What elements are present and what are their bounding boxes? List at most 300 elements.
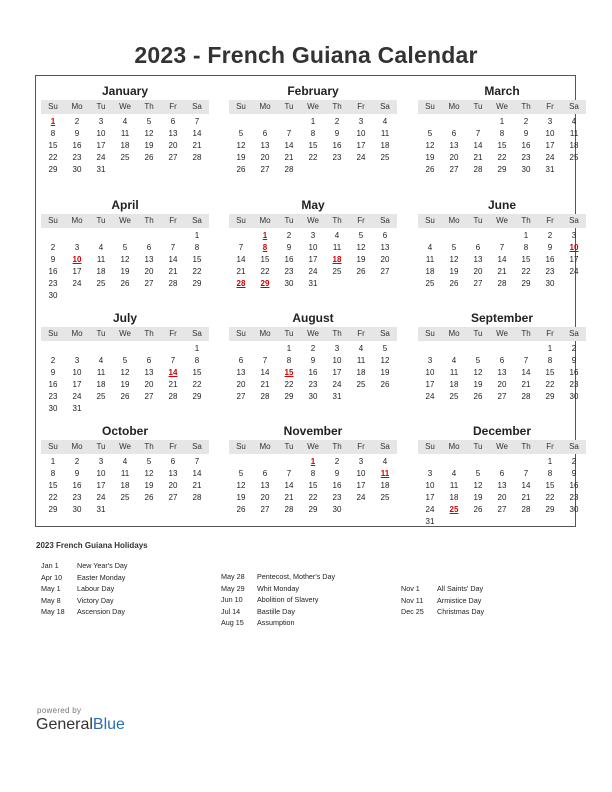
day-cell[interactable]: 22 [48, 153, 58, 162]
day-cell[interactable]: 13 [236, 368, 246, 377]
day-cell[interactable]: 8 [310, 129, 316, 138]
day-cell[interactable]: 12 [356, 243, 366, 252]
day-cell[interactable]: 13 [497, 481, 507, 490]
day-cell[interactable]: 21 [521, 493, 531, 502]
day-cell[interactable]: 13 [473, 255, 483, 264]
day-cell[interactable]: 12 [473, 368, 483, 377]
day-cell[interactable]: 25 [449, 392, 459, 401]
day-cell[interactable]: 11 [96, 368, 106, 377]
day-cell[interactable]: 6 [475, 243, 481, 252]
day-cell[interactable]: 1 [547, 344, 553, 353]
day-cell[interactable]: 29 [308, 505, 318, 514]
day-cell[interactable]: 4 [427, 243, 433, 252]
day-cell[interactable]: 6 [499, 356, 505, 365]
day-cell[interactable]: 2 [571, 457, 577, 466]
day-cell[interactable]: 16 [48, 380, 58, 389]
day-cell[interactable]: 11 [449, 481, 459, 490]
day-cell[interactable]: 18 [449, 380, 459, 389]
day-cell[interactable]: 9 [286, 243, 292, 252]
day-cell[interactable]: 31 [96, 505, 106, 514]
day-cell[interactable]: 23 [308, 380, 318, 389]
day-cell[interactable]: 3 [547, 117, 553, 126]
day-cell[interactable]: 3 [98, 457, 104, 466]
day-cell[interactable]: 5 [146, 457, 152, 466]
day-cell[interactable]: 10 [356, 129, 366, 138]
day-cell[interactable]: 16 [332, 141, 342, 150]
day-cell[interactable]: 19 [120, 267, 130, 276]
day-cell[interactable]: 20 [380, 255, 390, 264]
day-cell[interactable]: 20 [168, 141, 178, 150]
day-cell[interactable]: 21 [473, 153, 483, 162]
day-cell[interactable]: 2 [74, 117, 80, 126]
day-cell[interactable]: 23 [284, 267, 294, 276]
day-cell[interactable]: 8 [547, 469, 553, 478]
day-cell[interactable]: 21 [192, 141, 202, 150]
day-cell[interactable]: 7 [194, 457, 200, 466]
day-cell[interactable]: 17 [425, 493, 435, 502]
day-cell[interactable]: 30 [284, 279, 294, 288]
day-cell[interactable]: 5 [122, 243, 128, 252]
day-cell[interactable]: 13 [497, 368, 507, 377]
day-cell[interactable]: 27 [144, 392, 154, 401]
day-cell[interactable]: 5 [475, 469, 481, 478]
day-cell[interactable]: 14 [473, 141, 483, 150]
day-cell[interactable]: 16 [521, 141, 531, 150]
day-cell[interactable]: 18 [120, 141, 130, 150]
day-cell[interactable]: 29 [497, 165, 507, 174]
day-cell[interactable]: 3 [310, 231, 316, 240]
day-cell[interactable]: 27 [473, 279, 483, 288]
holiday-day-cell[interactable]: 15 [284, 368, 294, 377]
day-cell[interactable]: 4 [451, 356, 457, 365]
day-cell[interactable]: 17 [356, 141, 366, 150]
day-cell[interactable]: 22 [521, 267, 531, 276]
day-cell[interactable]: 18 [449, 493, 459, 502]
day-cell[interactable]: 28 [284, 165, 294, 174]
day-cell[interactable]: 23 [332, 153, 342, 162]
day-cell[interactable]: 11 [356, 356, 366, 365]
day-cell[interactable]: 22 [308, 493, 318, 502]
day-cell[interactable]: 23 [545, 267, 555, 276]
day-cell[interactable]: 1 [194, 231, 200, 240]
day-cell[interactable]: 29 [545, 505, 555, 514]
day-cell[interactable]: 29 [192, 392, 202, 401]
day-cell[interactable]: 30 [569, 392, 579, 401]
day-cell[interactable]: 13 [144, 255, 154, 264]
day-cell[interactable]: 25 [380, 493, 390, 502]
day-cell[interactable]: 28 [473, 165, 483, 174]
day-cell[interactable]: 31 [425, 517, 435, 526]
day-cell[interactable]: 10 [425, 481, 435, 490]
day-cell[interactable]: 5 [122, 356, 128, 365]
day-cell[interactable]: 17 [545, 141, 555, 150]
day-cell[interactable]: 31 [332, 392, 342, 401]
day-cell[interactable]: 22 [545, 380, 555, 389]
day-cell[interactable]: 18 [425, 267, 435, 276]
day-cell[interactable]: 16 [284, 255, 294, 264]
day-cell[interactable]: 5 [146, 117, 152, 126]
day-cell[interactable]: 26 [120, 392, 130, 401]
holiday-day-cell[interactable]: 1 [262, 231, 268, 240]
day-cell[interactable]: 31 [96, 165, 106, 174]
day-cell[interactable]: 2 [74, 457, 80, 466]
holiday-day-cell[interactable]: 28 [236, 279, 246, 288]
day-cell[interactable]: 4 [571, 117, 577, 126]
day-cell[interactable]: 11 [449, 368, 459, 377]
day-cell[interactable]: 16 [72, 481, 82, 490]
day-cell[interactable]: 10 [96, 469, 106, 478]
day-cell[interactable]: 22 [48, 493, 58, 502]
day-cell[interactable]: 6 [451, 129, 457, 138]
day-cell[interactable]: 26 [425, 165, 435, 174]
day-cell[interactable]: 4 [451, 469, 457, 478]
day-cell[interactable]: 28 [521, 392, 531, 401]
day-cell[interactable]: 28 [168, 279, 178, 288]
day-cell[interactable]: 25 [569, 153, 579, 162]
day-cell[interactable]: 20 [473, 267, 483, 276]
day-cell[interactable]: 20 [236, 380, 246, 389]
day-cell[interactable]: 4 [98, 243, 104, 252]
day-cell[interactable]: 8 [547, 356, 553, 365]
day-cell[interactable]: 28 [260, 392, 270, 401]
day-cell[interactable]: 29 [192, 279, 202, 288]
day-cell[interactable]: 19 [144, 141, 154, 150]
day-cell[interactable]: 21 [284, 153, 294, 162]
day-cell[interactable]: 17 [96, 481, 106, 490]
day-cell[interactable]: 11 [380, 129, 390, 138]
day-cell[interactable]: 15 [48, 141, 58, 150]
day-cell[interactable]: 14 [260, 368, 270, 377]
day-cell[interactable]: 8 [50, 129, 56, 138]
day-cell[interactable]: 29 [48, 165, 58, 174]
day-cell[interactable]: 15 [260, 255, 270, 264]
day-cell[interactable]: 21 [521, 380, 531, 389]
day-cell[interactable]: 25 [120, 493, 130, 502]
day-cell[interactable]: 26 [236, 165, 246, 174]
day-cell[interactable]: 2 [571, 344, 577, 353]
day-cell[interactable]: 6 [170, 117, 176, 126]
day-cell[interactable]: 31 [72, 404, 82, 413]
day-cell[interactable]: 10 [72, 368, 82, 377]
day-cell[interactable]: 24 [72, 392, 82, 401]
day-cell[interactable]: 12 [144, 469, 154, 478]
day-cell[interactable]: 10 [332, 356, 342, 365]
day-cell[interactable]: 7 [170, 356, 176, 365]
day-cell[interactable]: 5 [238, 129, 244, 138]
day-cell[interactable]: 10 [356, 469, 366, 478]
day-cell[interactable]: 9 [334, 129, 340, 138]
day-cell[interactable]: 20 [260, 153, 270, 162]
day-cell[interactable]: 18 [569, 141, 579, 150]
day-cell[interactable]: 10 [96, 129, 106, 138]
day-cell[interactable]: 9 [74, 129, 80, 138]
day-cell[interactable]: 22 [497, 153, 507, 162]
day-cell[interactable]: 16 [545, 255, 555, 264]
day-cell[interactable]: 18 [356, 368, 366, 377]
day-cell[interactable]: 23 [521, 153, 531, 162]
day-cell[interactable]: 20 [497, 493, 507, 502]
day-cell[interactable]: 22 [284, 380, 294, 389]
day-cell[interactable]: 27 [449, 165, 459, 174]
day-cell[interactable]: 26 [236, 505, 246, 514]
holiday-day-cell[interactable]: 25 [449, 505, 459, 514]
day-cell[interactable]: 2 [310, 344, 316, 353]
day-cell[interactable]: 9 [571, 469, 577, 478]
day-cell[interactable]: 24 [569, 267, 579, 276]
day-cell[interactable]: 22 [308, 153, 318, 162]
day-cell[interactable]: 27 [260, 505, 270, 514]
day-cell[interactable]: 17 [425, 380, 435, 389]
day-cell[interactable]: 4 [334, 231, 340, 240]
day-cell[interactable]: 30 [332, 505, 342, 514]
day-cell[interactable]: 7 [170, 243, 176, 252]
day-cell[interactable]: 5 [475, 356, 481, 365]
day-cell[interactable]: 3 [571, 231, 577, 240]
day-cell[interactable]: 24 [356, 153, 366, 162]
day-cell[interactable]: 1 [194, 344, 200, 353]
day-cell[interactable]: 25 [332, 267, 342, 276]
day-cell[interactable]: 6 [238, 356, 244, 365]
day-cell[interactable]: 27 [236, 392, 246, 401]
day-cell[interactable]: 26 [473, 392, 483, 401]
day-cell[interactable]: 13 [449, 141, 459, 150]
day-cell[interactable]: 18 [96, 380, 106, 389]
day-cell[interactable]: 30 [308, 392, 318, 401]
day-cell[interactable]: 2 [547, 231, 553, 240]
day-cell[interactable]: 5 [238, 469, 244, 478]
holiday-day-cell[interactable]: 29 [260, 279, 270, 288]
day-cell[interactable]: 25 [356, 380, 366, 389]
day-cell[interactable]: 23 [72, 493, 82, 502]
day-cell[interactable]: 3 [98, 117, 104, 126]
day-cell[interactable]: 7 [286, 129, 292, 138]
day-cell[interactable]: 3 [74, 356, 80, 365]
day-cell[interactable]: 1 [286, 344, 292, 353]
day-cell[interactable]: 13 [144, 368, 154, 377]
day-cell[interactable]: 25 [120, 153, 130, 162]
day-cell[interactable]: 18 [96, 267, 106, 276]
day-cell[interactable]: 21 [236, 267, 246, 276]
day-cell[interactable]: 27 [380, 267, 390, 276]
day-cell[interactable]: 13 [380, 243, 390, 252]
day-cell[interactable]: 16 [48, 267, 58, 276]
day-cell[interactable]: 30 [521, 165, 531, 174]
day-cell[interactable]: 12 [236, 481, 246, 490]
day-cell[interactable]: 26 [144, 493, 154, 502]
day-cell[interactable]: 25 [96, 279, 106, 288]
day-cell[interactable]: 7 [523, 469, 529, 478]
day-cell[interactable]: 2 [50, 243, 56, 252]
day-cell[interactable]: 21 [192, 481, 202, 490]
day-cell[interactable]: 7 [499, 243, 505, 252]
day-cell[interactable]: 5 [451, 243, 457, 252]
day-cell[interactable]: 27 [168, 153, 178, 162]
day-cell[interactable]: 19 [236, 153, 246, 162]
day-cell[interactable]: 4 [358, 344, 364, 353]
day-cell[interactable]: 27 [260, 165, 270, 174]
day-cell[interactable]: 14 [192, 469, 202, 478]
day-cell[interactable]: 17 [72, 267, 82, 276]
day-cell[interactable]: 17 [308, 255, 318, 264]
day-cell[interactable]: 28 [521, 505, 531, 514]
day-cell[interactable]: 5 [427, 129, 433, 138]
day-cell[interactable]: 4 [122, 117, 128, 126]
day-cell[interactable]: 15 [192, 255, 202, 264]
day-cell[interactable]: 28 [497, 279, 507, 288]
holiday-day-cell[interactable]: 14 [168, 368, 178, 377]
day-cell[interactable]: 14 [168, 255, 178, 264]
day-cell[interactable]: 2 [523, 117, 529, 126]
day-cell[interactable]: 13 [260, 141, 270, 150]
day-cell[interactable]: 6 [262, 129, 268, 138]
day-cell[interactable]: 21 [497, 267, 507, 276]
day-cell[interactable]: 24 [96, 153, 106, 162]
day-cell[interactable]: 7 [238, 243, 244, 252]
day-cell[interactable]: 24 [96, 493, 106, 502]
day-cell[interactable]: 15 [308, 481, 318, 490]
day-cell[interactable]: 12 [449, 255, 459, 264]
day-cell[interactable]: 13 [260, 481, 270, 490]
day-cell[interactable]: 30 [48, 404, 58, 413]
day-cell[interactable]: 10 [308, 243, 318, 252]
day-cell[interactable]: 6 [146, 356, 152, 365]
day-cell[interactable]: 20 [449, 153, 459, 162]
day-cell[interactable]: 26 [120, 279, 130, 288]
day-cell[interactable]: 9 [310, 356, 316, 365]
day-cell[interactable]: 27 [497, 505, 507, 514]
day-cell[interactable]: 1 [547, 457, 553, 466]
day-cell[interactable]: 16 [569, 481, 579, 490]
day-cell[interactable]: 11 [96, 255, 106, 264]
day-cell[interactable]: 9 [50, 255, 56, 264]
generalblue-logo[interactable] [36, 716, 125, 734]
day-cell[interactable]: 14 [497, 255, 507, 264]
holiday-day-cell[interactable]: 10 [72, 255, 82, 264]
day-cell[interactable]: 16 [72, 141, 82, 150]
holiday-day-cell[interactable]: 1 [310, 457, 316, 466]
day-cell[interactable]: 8 [499, 129, 505, 138]
day-cell[interactable]: 19 [120, 380, 130, 389]
day-cell[interactable]: 23 [72, 153, 82, 162]
holiday-day-cell[interactable]: 11 [380, 469, 390, 478]
day-cell[interactable]: 11 [425, 255, 435, 264]
day-cell[interactable]: 28 [168, 392, 178, 401]
day-cell[interactable]: 17 [96, 141, 106, 150]
day-cell[interactable]: 13 [168, 129, 178, 138]
day-cell[interactable]: 15 [48, 481, 58, 490]
day-cell[interactable]: 7 [475, 129, 481, 138]
day-cell[interactable]: 20 [168, 481, 178, 490]
day-cell[interactable]: 25 [96, 392, 106, 401]
day-cell[interactable]: 11 [120, 469, 130, 478]
day-cell[interactable]: 19 [236, 493, 246, 502]
day-cell[interactable]: 21 [284, 493, 294, 502]
day-cell[interactable]: 9 [74, 469, 80, 478]
day-cell[interactable]: 17 [332, 368, 342, 377]
day-cell[interactable]: 18 [380, 481, 390, 490]
day-cell[interactable]: 27 [168, 493, 178, 502]
day-cell[interactable]: 17 [72, 380, 82, 389]
day-cell[interactable]: 11 [120, 129, 130, 138]
day-cell[interactable]: 14 [192, 129, 202, 138]
day-cell[interactable]: 14 [521, 481, 531, 490]
day-cell[interactable]: 12 [425, 141, 435, 150]
day-cell[interactable]: 26 [380, 380, 390, 389]
day-cell[interactable]: 2 [334, 457, 340, 466]
day-cell[interactable]: 8 [523, 243, 529, 252]
day-cell[interactable]: 11 [332, 243, 342, 252]
day-cell[interactable]: 16 [332, 481, 342, 490]
day-cell[interactable]: 25 [380, 153, 390, 162]
day-cell[interactable]: 25 [425, 279, 435, 288]
day-cell[interactable]: 27 [144, 279, 154, 288]
day-cell[interactable]: 12 [120, 368, 130, 377]
day-cell[interactable]: 24 [356, 493, 366, 502]
holiday-day-cell[interactable]: 10 [569, 243, 579, 252]
day-cell[interactable]: 13 [168, 469, 178, 478]
day-cell[interactable]: 28 [192, 493, 202, 502]
day-cell[interactable]: 31 [308, 279, 318, 288]
day-cell[interactable]: 2 [286, 231, 292, 240]
day-cell[interactable]: 4 [382, 117, 388, 126]
day-cell[interactable]: 24 [425, 392, 435, 401]
day-cell[interactable]: 28 [284, 505, 294, 514]
day-cell[interactable]: 14 [284, 141, 294, 150]
day-cell[interactable]: 5 [358, 231, 364, 240]
day-cell[interactable]: 14 [284, 481, 294, 490]
day-cell[interactable]: 3 [358, 457, 364, 466]
day-cell[interactable]: 29 [284, 392, 294, 401]
day-cell[interactable]: 9 [571, 356, 577, 365]
day-cell[interactable]: 3 [334, 344, 340, 353]
day-cell[interactable]: 20 [144, 267, 154, 276]
day-cell[interactable]: 26 [356, 267, 366, 276]
day-cell[interactable]: 9 [334, 469, 340, 478]
day-cell[interactable]: 14 [521, 368, 531, 377]
day-cell[interactable]: 22 [545, 493, 555, 502]
day-cell[interactable]: 12 [473, 481, 483, 490]
day-cell[interactable]: 10 [425, 368, 435, 377]
day-cell[interactable]: 15 [497, 141, 507, 150]
day-cell[interactable]: 2 [50, 356, 56, 365]
day-cell[interactable]: 14 [236, 255, 246, 264]
day-cell[interactable]: 15 [545, 368, 555, 377]
day-cell[interactable]: 3 [427, 469, 433, 478]
day-cell[interactable]: 18 [120, 481, 130, 490]
day-cell[interactable]: 19 [144, 481, 154, 490]
holiday-day-cell[interactable]: 8 [262, 243, 268, 252]
day-cell[interactable]: 1 [523, 231, 529, 240]
day-cell[interactable]: 10 [545, 129, 555, 138]
day-cell[interactable]: 15 [192, 368, 202, 377]
day-cell[interactable]: 9 [50, 368, 56, 377]
day-cell[interactable]: 26 [473, 505, 483, 514]
day-cell[interactable]: 8 [194, 356, 200, 365]
day-cell[interactable]: 31 [545, 165, 555, 174]
day-cell[interactable]: 6 [382, 231, 388, 240]
day-cell[interactable]: 15 [545, 481, 555, 490]
day-cell[interactable]: 20 [144, 380, 154, 389]
day-cell[interactable]: 17 [569, 255, 579, 264]
day-cell[interactable]: 29 [545, 392, 555, 401]
day-cell[interactable]: 30 [48, 291, 58, 300]
day-cell[interactable]: 30 [72, 505, 82, 514]
day-cell[interactable]: 7 [523, 356, 529, 365]
day-cell[interactable]: 7 [262, 356, 268, 365]
day-cell[interactable]: 24 [332, 380, 342, 389]
day-cell[interactable]: 19 [473, 380, 483, 389]
day-cell[interactable]: 24 [425, 505, 435, 514]
